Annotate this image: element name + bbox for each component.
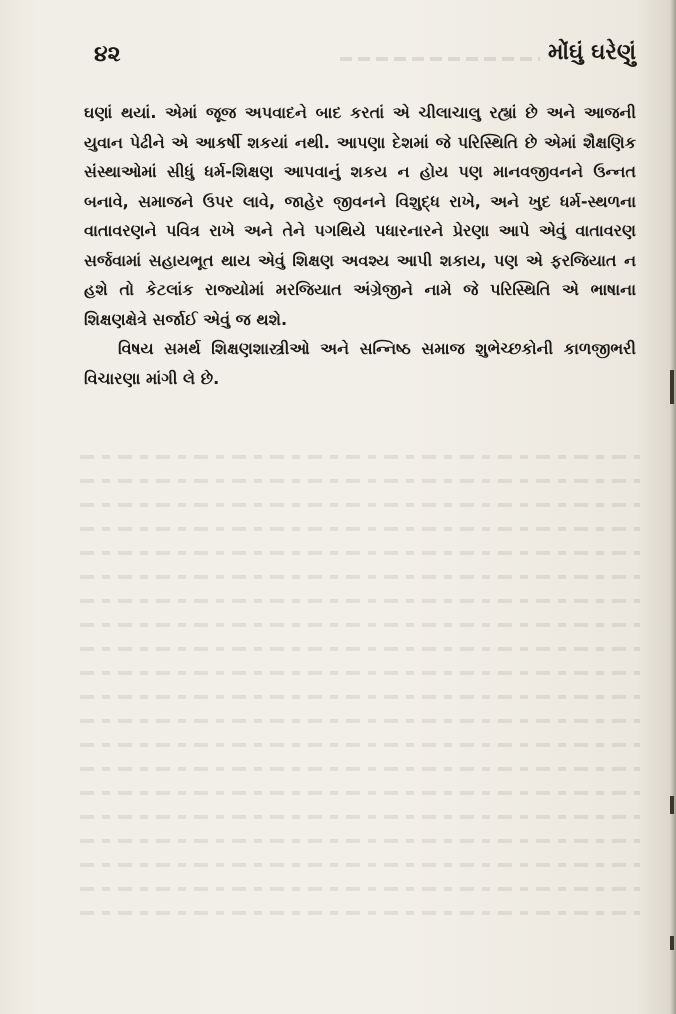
paragraph-2: વિષય સમર્થ શિક્ષણશાસ્ત્રીઓ અને સન્નિષ્ઠ સમાજ શુભેચ્છકોની કાળજીભરી વિચારણા માંગી લે છે. <box>84 339 636 388</box>
running-title: મોંઘું ઘરેણું <box>548 40 636 65</box>
page-edge-shadow <box>670 0 676 1014</box>
show-through-text <box>80 455 640 975</box>
body-text <box>84 98 636 393</box>
page-number: ૪૨ <box>94 42 121 67</box>
paragraph-1: ઘણાં થયાં. એમાં જૂજ અપવાદને બાદ કરતાં એ ચીલાચાલુ રહ્યાં છે અને આજની યુવાન પેઢીને એ આકર્ષી શકયાં નથી. આપણા દેશમાં જે પરિસ્થિતિ છે એમાં શૈક્ષણિક સંસ્થાઓમાં સીધું ધર્મ-શિક્ષણ આપવાનું શકય ન હોય પણ માનવજીવનને ઉન્નત બનાવે, સમાજને ઉપર લાવે, જાહેર જીવનને વિશુદ્ધ રાખે, અને ખુદ ધર્મ-સ્થળના વાતાવરણને પવિત્ર રાખે અને તેને પગથિયે પધારનારને પ્રેરણા આપે એવું વાતાવરણ સર્જવામાં સહાયભૂત થાય એવું શિક્ષણ અવશ્ય આપી શકાય, પણ એ ફરજિયાત ન હશે તો કેટલાંક રાજ્યોમાં મરજિયાત અંગ્રેજીને નામે જે પરિસ્થિતિ એ ભાષાના શિક્ષણક્ષેત્રે સર્જાઈ એવું જ થશે. <box>84 103 636 329</box>
page-header <box>80 40 636 76</box>
